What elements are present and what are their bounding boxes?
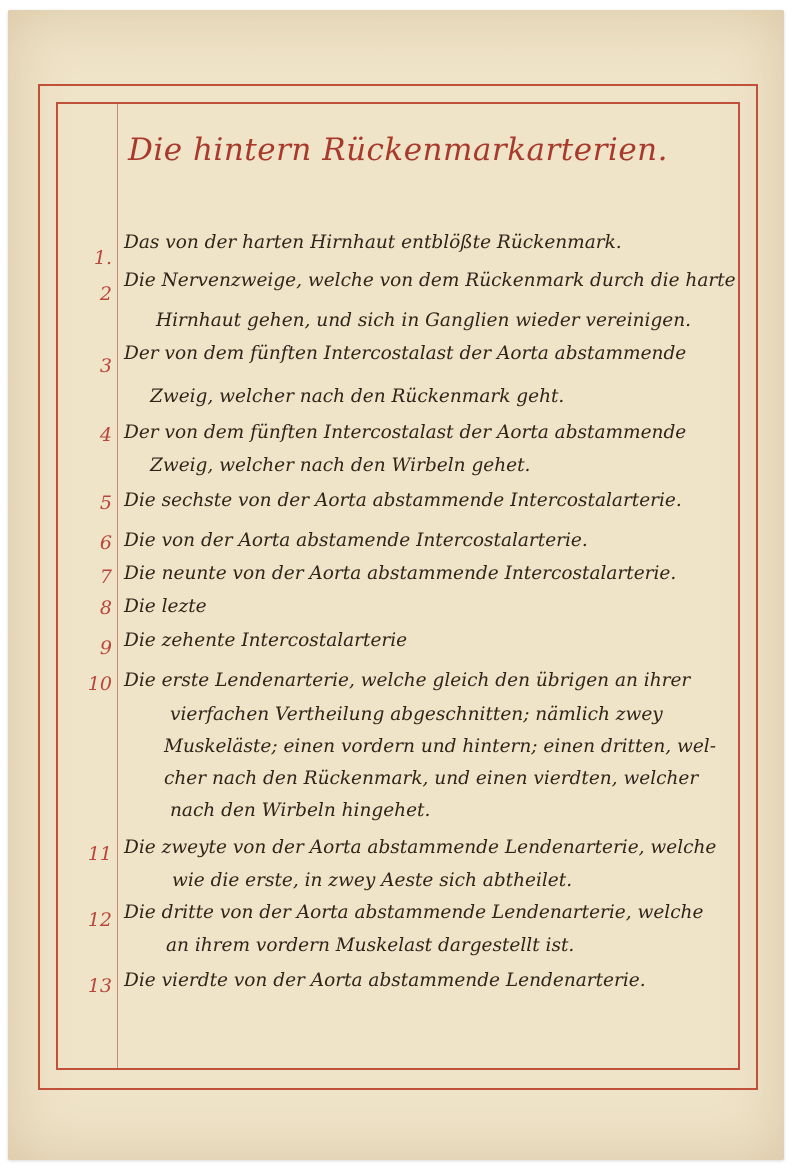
entry-number: 12: [87, 909, 112, 931]
entry-number: 9: [99, 637, 112, 659]
entry-number: 6: [99, 532, 112, 554]
entry-line: Die neunte von der Aorta abstammende Intercostalarterie.: [124, 563, 677, 584]
entry-line: Die vierdte von der Aorta abstammende Lendenarterie.: [124, 970, 646, 991]
entry-line: Das von der harten Hirnhaut entblößte Rückenmark.: [124, 232, 622, 253]
entry-line: Die zweyte von der Aorta abstammende Lendenarterie, welche: [124, 837, 717, 858]
entry-line: Muskeläste; einen vordern und hintern; einen dritten, wel-: [164, 736, 716, 757]
entry-number: 13: [87, 975, 112, 997]
margin-rule: [117, 104, 118, 1068]
entry-line: Zweig, welcher nach den Rückenmark geht.: [150, 386, 565, 407]
entry-line: an ihrem vordern Muskelast dargestellt ist.: [166, 935, 575, 956]
page-title: Die hintern Rückenmarkarterien.: [127, 132, 668, 168]
entry-line: Die von der Aorta abstamende Intercostalarterie.: [124, 530, 588, 551]
entry-line: wie die erste, in zwey Aeste sich abtheilet.: [172, 870, 573, 891]
entry-number: 7: [99, 566, 112, 588]
entry-line: Die Nervenzweige, welche von dem Rückenmark durch die harte: [124, 270, 736, 291]
entry-number: 2: [99, 283, 112, 305]
entry-line: cher nach den Rückenmark, und einen vierdten, welcher: [164, 768, 699, 789]
entry-number: 10: [87, 673, 112, 695]
entry-number: 1.: [93, 247, 112, 269]
entry-line: Die zehente Intercostalarterie: [124, 630, 408, 651]
entry-line: Zweig, welcher nach den Wirbeln gehet.: [150, 455, 531, 476]
entry-line: Die dritte von der Aorta abstammende Lendenarterie, welche: [124, 902, 704, 923]
entry-number: 8: [99, 597, 112, 619]
entry-line: Hirnhaut gehen, und sich in Ganglien wieder vereinigen.: [156, 310, 692, 331]
entry-line: Der von dem fünften Intercostalast der Aorta abstammende: [124, 422, 687, 443]
entry-number: 5: [99, 492, 112, 514]
entry-line: Die lezte: [124, 596, 207, 617]
entry-line: nach den Wirbeln hingehet.: [170, 800, 431, 821]
entry-line: Die erste Lendenarterie, welche gleich den übrigen an ihrer: [124, 670, 691, 691]
entry-number: 3: [99, 355, 112, 377]
entry-line: Die sechste von der Aorta abstammende Intercostalarterie.: [124, 490, 682, 511]
entry-number: 4: [99, 424, 112, 446]
entry-line: vierfachen Vertheilung abgeschnitten; nämlich zwey: [170, 704, 663, 725]
entry-line: Der von dem fünften Intercostalast der Aorta abstammende: [124, 343, 687, 364]
entry-number: 11: [87, 843, 112, 865]
